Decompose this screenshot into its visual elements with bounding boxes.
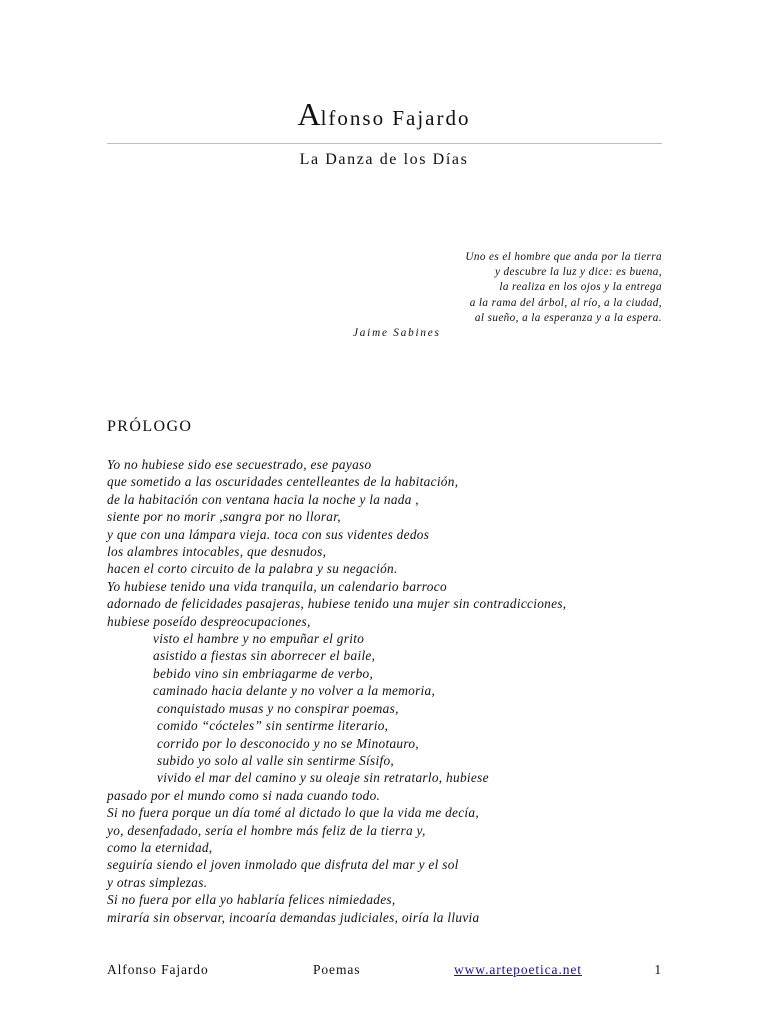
poem-line: pasado por el mundo como si nada cuando todo. bbox=[107, 787, 381, 803]
poem-line: bebido vino sin embriagarme de verbo, bbox=[153, 665, 374, 681]
epigraph bbox=[332, 250, 662, 341]
footer-section: Poemas bbox=[313, 962, 361, 977]
footer-website-link[interactable]: www.artepoetica.net bbox=[454, 962, 582, 977]
page-footer bbox=[107, 960, 662, 980]
footer-author: Alfonso Fajardo bbox=[107, 962, 209, 977]
poem-line: adornado de felicidades pasajeras, hubiese tenido una mujer sin contradicciones, bbox=[107, 596, 567, 612]
poem-line: Si no fuera porque un día tomé al dictado lo que la vida me decía, bbox=[107, 805, 479, 821]
epigraph-line: Uno es el hombre que anda por la tierra bbox=[465, 251, 662, 263]
poem-line: vivido el mar del camino y su oleaje sin retratarlo, hubiese bbox=[157, 770, 489, 786]
epigraph-line: la realiza en los ojos y la entrega bbox=[499, 281, 662, 294]
page-number: 1 bbox=[654, 962, 662, 977]
poem-line: asistido a fiestas sin aborrecer el baile, bbox=[153, 648, 376, 664]
poem-line: los alambres intocables, que desnudos, bbox=[107, 544, 327, 560]
author-initial: A bbox=[297, 96, 321, 132]
poem-line: yo, desenfadado, sería el hombre más feliz de la tierra y, bbox=[107, 822, 426, 838]
poem-line: corrido por lo desconocido y no se Minotauro, bbox=[157, 735, 419, 751]
prologue-text bbox=[107, 456, 667, 926]
epigraph-attribution: Jaime Sabines bbox=[353, 327, 441, 340]
poem-line: miraría sin observar, incoaría demandas judiciales, oiría la lluvia bbox=[107, 909, 480, 925]
poem-line: Si no fuera por ella yo hablaría felices nimiedades, bbox=[107, 892, 396, 908]
poem-line: Yo hubiese tenido una vida tranquila, un calendario barroco bbox=[107, 578, 447, 594]
poem-line: caminado hacia delante y no volver a la memoria, bbox=[153, 683, 436, 699]
poem-line: siente por no morir ,sangra por no llorar, bbox=[107, 509, 341, 525]
author-name-rest: lfonso Fajardo bbox=[320, 106, 471, 130]
epigraph-line: y descubre la luz y dice: es buena, bbox=[494, 266, 662, 279]
poem-line: seguiría siendo el joven inmolado que disfruta del mar y el sol bbox=[107, 857, 459, 873]
poem-line: subido yo solo al valle sin sentirme Sísifo, bbox=[157, 752, 395, 768]
poem-line: y que con una lámpara vieja. toca con sus videntes dedos bbox=[107, 526, 430, 542]
poem-line: comido “cócteles” sin sentirme literario, bbox=[157, 718, 389, 734]
epigraph-line: al sueño, a la esperanza y a la espera. bbox=[474, 311, 662, 324]
poem-line: como la eternidad, bbox=[107, 839, 213, 855]
poem-line: de la habitación con ventana hacia la noche y la nada , bbox=[107, 491, 419, 507]
book-title: La Danza de los Días bbox=[299, 151, 469, 168]
author-name bbox=[0, 96, 768, 136]
poem-line: y otras simplezas. bbox=[107, 874, 208, 890]
poem-line: conquistado musas y no conspirar poemas, bbox=[157, 700, 399, 716]
epigraph-line: a la rama del árbol, al río, a la ciudad, bbox=[469, 296, 662, 309]
poem-line: visto el hambre y no empuñar el grito bbox=[153, 631, 365, 647]
poem-line: que sometido a las oscuridades centelleantes de la habitación, bbox=[107, 474, 459, 490]
poem-line: Yo no hubiese sido ese secuestrado, ese payaso bbox=[107, 457, 372, 472]
prologue-heading: PRÓLOGO bbox=[107, 418, 193, 435]
title-divider bbox=[107, 143, 662, 144]
poem-line: hubiese poseído despreocupaciones, bbox=[107, 613, 311, 629]
poem-line: hacen el corto circuito de la palabra y su negación. bbox=[107, 561, 398, 577]
